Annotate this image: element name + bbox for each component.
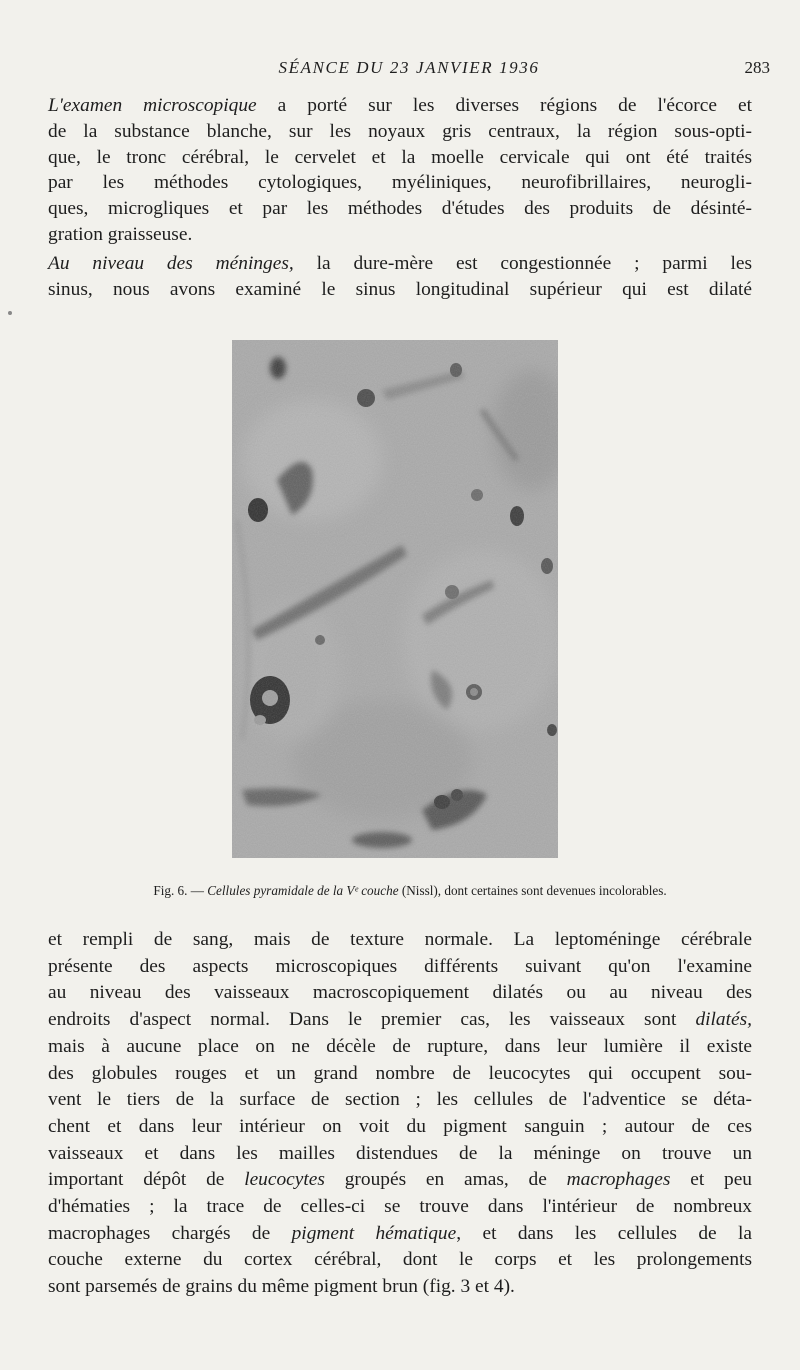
text-line	[48, 93, 752, 119]
text-line	[48, 1007, 752, 1034]
running-header	[48, 58, 770, 86]
figure-caption	[80, 883, 740, 899]
italic-phrase: Au niveau des méninges,	[48, 253, 294, 274]
page-number: 283	[744, 58, 770, 77]
micrograph-image	[232, 340, 558, 858]
text-span: endroits d'aspect normal. Dans le premier cas, les vaisseaux sont	[48, 1009, 696, 1031]
text-line: de la substance blanche, sur les noyaux gris centraux, la région sous-opti-	[48, 120, 752, 142]
text-line: sinus, nous avons examiné le sinus longitudinal supérieur qui est dilaté	[48, 278, 752, 300]
text-line: chent et dans leur intérieur on voit du pigment sanguin ; autour de ces	[48, 1115, 752, 1137]
text-line: gration graisseuse.	[48, 223, 193, 245]
text-line: vaisseaux et dans les mailles distendues de la méninge on trouve un	[48, 1142, 752, 1164]
micrograph-figure	[232, 340, 558, 858]
text-span: et peu	[670, 1169, 752, 1191]
text-line: des globules rouges et un grand nombre de leucocytes qui occupent sou-	[48, 1062, 752, 1084]
text-span: a porté sur les diverses régions de l'écorce et	[256, 95, 752, 116]
text-line: par les méthodes cytologiques, myéliniques, neurofibrillaires, neurogli-	[48, 172, 752, 194]
text-line: ques, microgliques et par les méthodes d'études des produits de désinté-	[48, 198, 752, 220]
text-line	[48, 1167, 752, 1194]
text-line	[48, 1221, 752, 1248]
italic-phrase: pigment hématique	[291, 1222, 457, 1244]
text-span: important dépôt de	[48, 1169, 245, 1191]
text-line: présente des aspects microscopiques différents suivant qu'on l'examine	[48, 955, 752, 977]
text-span: groupés en amas, de	[324, 1169, 567, 1191]
text-line: d'hématies ; la trace de celles-ci se trouve dans l'intérieur de nombreux	[48, 1196, 752, 1218]
text-span: la dure-mère est congestionnée ; parmi les	[293, 253, 752, 274]
text-line: mais à aucune place on ne décèle de rupture, dans leur lumière il existe	[48, 1035, 752, 1057]
caption-text: (Nissl), dont certaines sont devenues incolorables.	[398, 883, 667, 898]
text-span: macrophages chargés de	[48, 1222, 292, 1244]
running-title: SÉANCE DU 23 JANVIER 1936	[278, 58, 540, 77]
paragraph-meninges	[48, 251, 752, 303]
italic-phrase: macrophages	[566, 1169, 671, 1191]
text-line: que, le tronc cérébral, le cervelet et la moelle cervicale qui ont été traités	[48, 146, 752, 168]
text-line: vent le tiers de la surface de section ; les cellules de l'adventice se déta-	[48, 1089, 752, 1111]
text-span: , et dans les cellules de la	[456, 1222, 752, 1244]
caption-label: Fig. 6. —	[153, 883, 208, 898]
caption-italic: Cellules pyramidale de la Vᵉ couche	[207, 883, 399, 898]
paragraph-leptomeninx	[48, 927, 752, 1301]
text-line: et rempli de sang, mais de texture normale. La leptoméninge cérébrale	[48, 929, 752, 950]
text-line: au niveau des vaisseaux macroscopiquement dilatés ou au niveau des	[48, 982, 752, 1004]
italic-phrase: dilatés,	[695, 1009, 752, 1031]
italic-phrase: L'examen microscopique	[48, 95, 257, 116]
paragraph-microscopic-exam	[48, 93, 752, 248]
text-line: couche externe du cortex cérébral, dont le corps et les prolongements	[48, 1249, 752, 1271]
italic-phrase: leucocytes	[244, 1169, 325, 1191]
text-line	[48, 251, 752, 277]
text-line: sont parsemés de grains du même pigment brun (fig. 3 et 4).	[48, 1276, 515, 1298]
margin-speck	[8, 311, 12, 315]
